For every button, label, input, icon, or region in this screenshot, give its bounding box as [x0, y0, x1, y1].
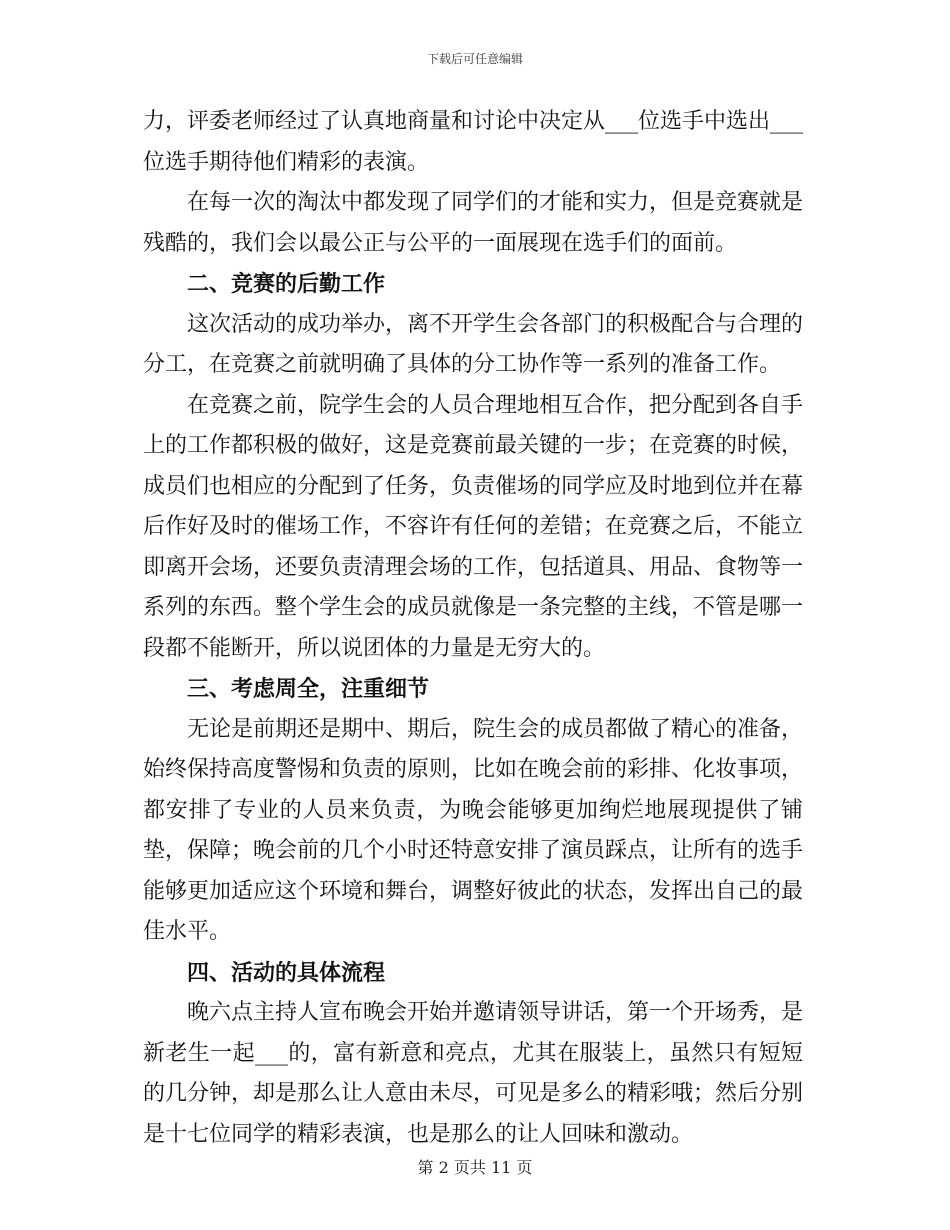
paragraph-elimination: 在每一次的淘汰中都发现了同学们的才能和实力，但是竞赛就是残酷的，我们会以最公正与公平的一面展现在选手们的面前。: [143, 190, 804, 256]
section-heading-details: 三、考虑周全，注重细节: [187, 676, 430, 702]
paragraph-continued: 力，评委老师经过了认真地商量和讨论中决定从___位选手中选出___位选手期待他们精彩的表演。: [143, 109, 804, 175]
section-heading-logistics: 二、竞赛的后勤工作: [187, 271, 386, 297]
paragraph-process: 晚六点主持人宣布晚会开始并邀请领导讲话，第一个开场秀，是新老生一起___的，富有新意和亮点，尤其在服装上，虽然只有短短的几分钟，却是那么让人意由未尽，可见是多么的精彩哦；然后分别是十七位同学的精彩表演，也是那么的让人回味和激动。: [143, 1000, 804, 1147]
paragraph-details: 无论是前期还是期中、期后，院生会的成员都做了精心的准备，始终保持高度警惕和负责的原则，比如在晚会前的彩排、化妆事项，都安排了专业的人员来负责，为晚会能够更加绚烂地展现提供了铺垫，保障；晚会前的几个小时还特意安排了演员踩点，让所有的选手能够更加适应这个环境和舞台，调整好彼此的状态，发挥出自己的最佳水平。: [143, 716, 804, 944]
document-body: [143, 102, 803, 1155]
section-heading-process: 四、活动的具体流程: [187, 959, 386, 986]
header-note: 下载后可任意编辑: [426, 52, 523, 66]
paragraph-logistics-intro: 这次活动的成功举办，离不开学生会各部门的积极配合与合理的分工，在竞赛之前就明确了具体的分工协作等一系列的准备工作。: [143, 311, 804, 377]
paragraph-logistics-detail: 在竞赛之前，院学生会的人员合理地相互合作，把分配到各自手上的工作都积极的做好，这是竞赛前最关键的一步；在竞赛的时候，成员们也相应的分配到了任务，负责催场的同学应及时地到位并在幕后作好及时的催场工作，不容许有任何的差错；在竞赛之后，不能立即离开会场，还要负责清理会场的工作，包括道具、用品、食物等一系列的东西。整个学生会的成员就像是一条完整的主线，不管是哪一段都不能断开，所以说团体的力量是无穷大的。: [143, 392, 804, 661]
page-number: 第 2 页共 11 页: [417, 1158, 533, 1177]
